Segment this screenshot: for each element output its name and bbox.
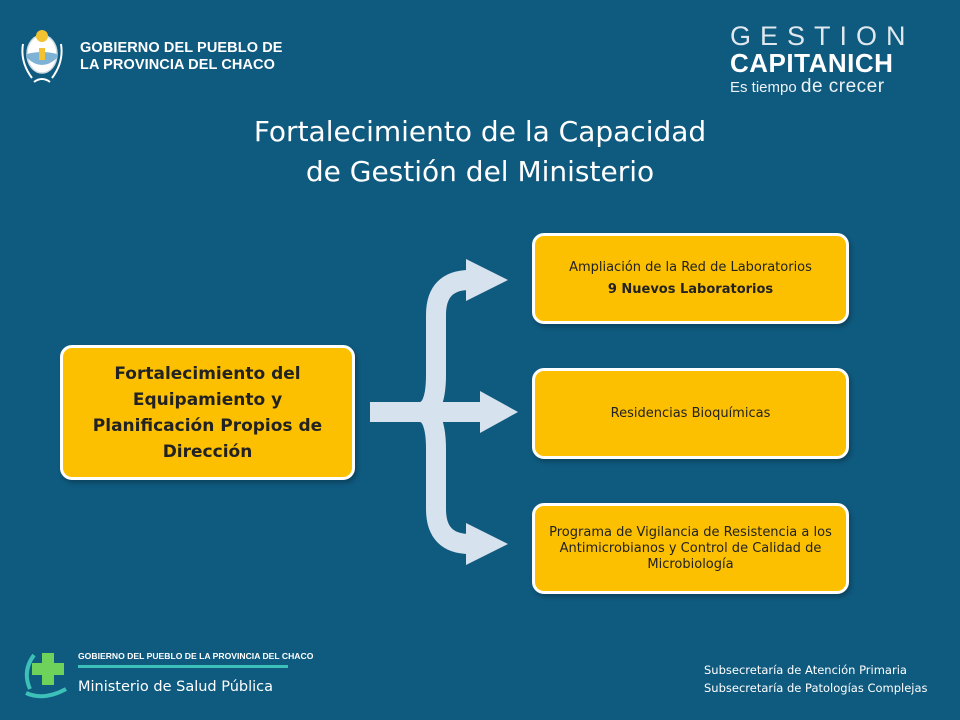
brand-tagline-a: Es tiempo (730, 79, 797, 96)
coat-of-arms-icon (20, 22, 64, 88)
brand-line1: GESTION (730, 21, 915, 51)
brand-tagline (730, 76, 930, 99)
ministry-logo (20, 643, 314, 705)
ministry-name: Ministerio de Salud Pública (78, 679, 274, 695)
government-name-line1: GOBIERNO DEL PUEBLO DE (80, 40, 283, 56)
arrow-bottom (466, 523, 508, 565)
subsecretaria-atencion-primaria: Subsecretaría de Atención Primaria (704, 663, 907, 677)
branch-1-line2: 9 Nuevos Laboratorios (607, 281, 774, 297)
ministry-divider (78, 665, 288, 668)
branch-2-line1: Residencias Bioquímicas (610, 406, 771, 421)
brand-line2: CAPITANICH (730, 48, 894, 78)
health-cross-icon (20, 643, 76, 699)
ministry-gov-text: GOBIERNO DEL PUEBLO DE LA PROVINCIA DEL CHACO (78, 651, 314, 661)
branch-1-line1: Ampliación de la Red de Laboratorios (569, 259, 812, 275)
arrow-top (466, 259, 508, 301)
subsecretaria-patologias-complejas: Subsecretaría de Patologías Complejas (704, 681, 928, 695)
arrow-middle (480, 391, 518, 433)
main-objective-box (60, 345, 355, 480)
government-name (80, 40, 283, 74)
slide-title (0, 112, 960, 192)
main-objective-text: Fortalecimiento del Equipamiento y Planificación Propios de Dirección (92, 363, 323, 462)
brace-connector (370, 255, 520, 565)
government-header (20, 22, 310, 92)
subsecretarias (704, 661, 928, 697)
brand-tagline-b: de crecer (800, 76, 885, 97)
branch-box-residencias (532, 368, 849, 459)
branch-box-vigilancia (532, 503, 849, 594)
branch-3-line1: Programa de Vigilancia de Resistencia a los Antimicrobianos y Control de Calidad de Microbiología (549, 524, 832, 572)
government-name-line2: LA PROVINCIA DEL CHACO (80, 57, 276, 73)
branch-box-laboratorios (532, 233, 849, 324)
gestion-capitanich-logo (730, 22, 930, 99)
slide-title-line2: de Gestión del Ministerio (305, 155, 655, 188)
slide-title-line1: Fortalecimiento de la Capacidad (253, 115, 707, 148)
